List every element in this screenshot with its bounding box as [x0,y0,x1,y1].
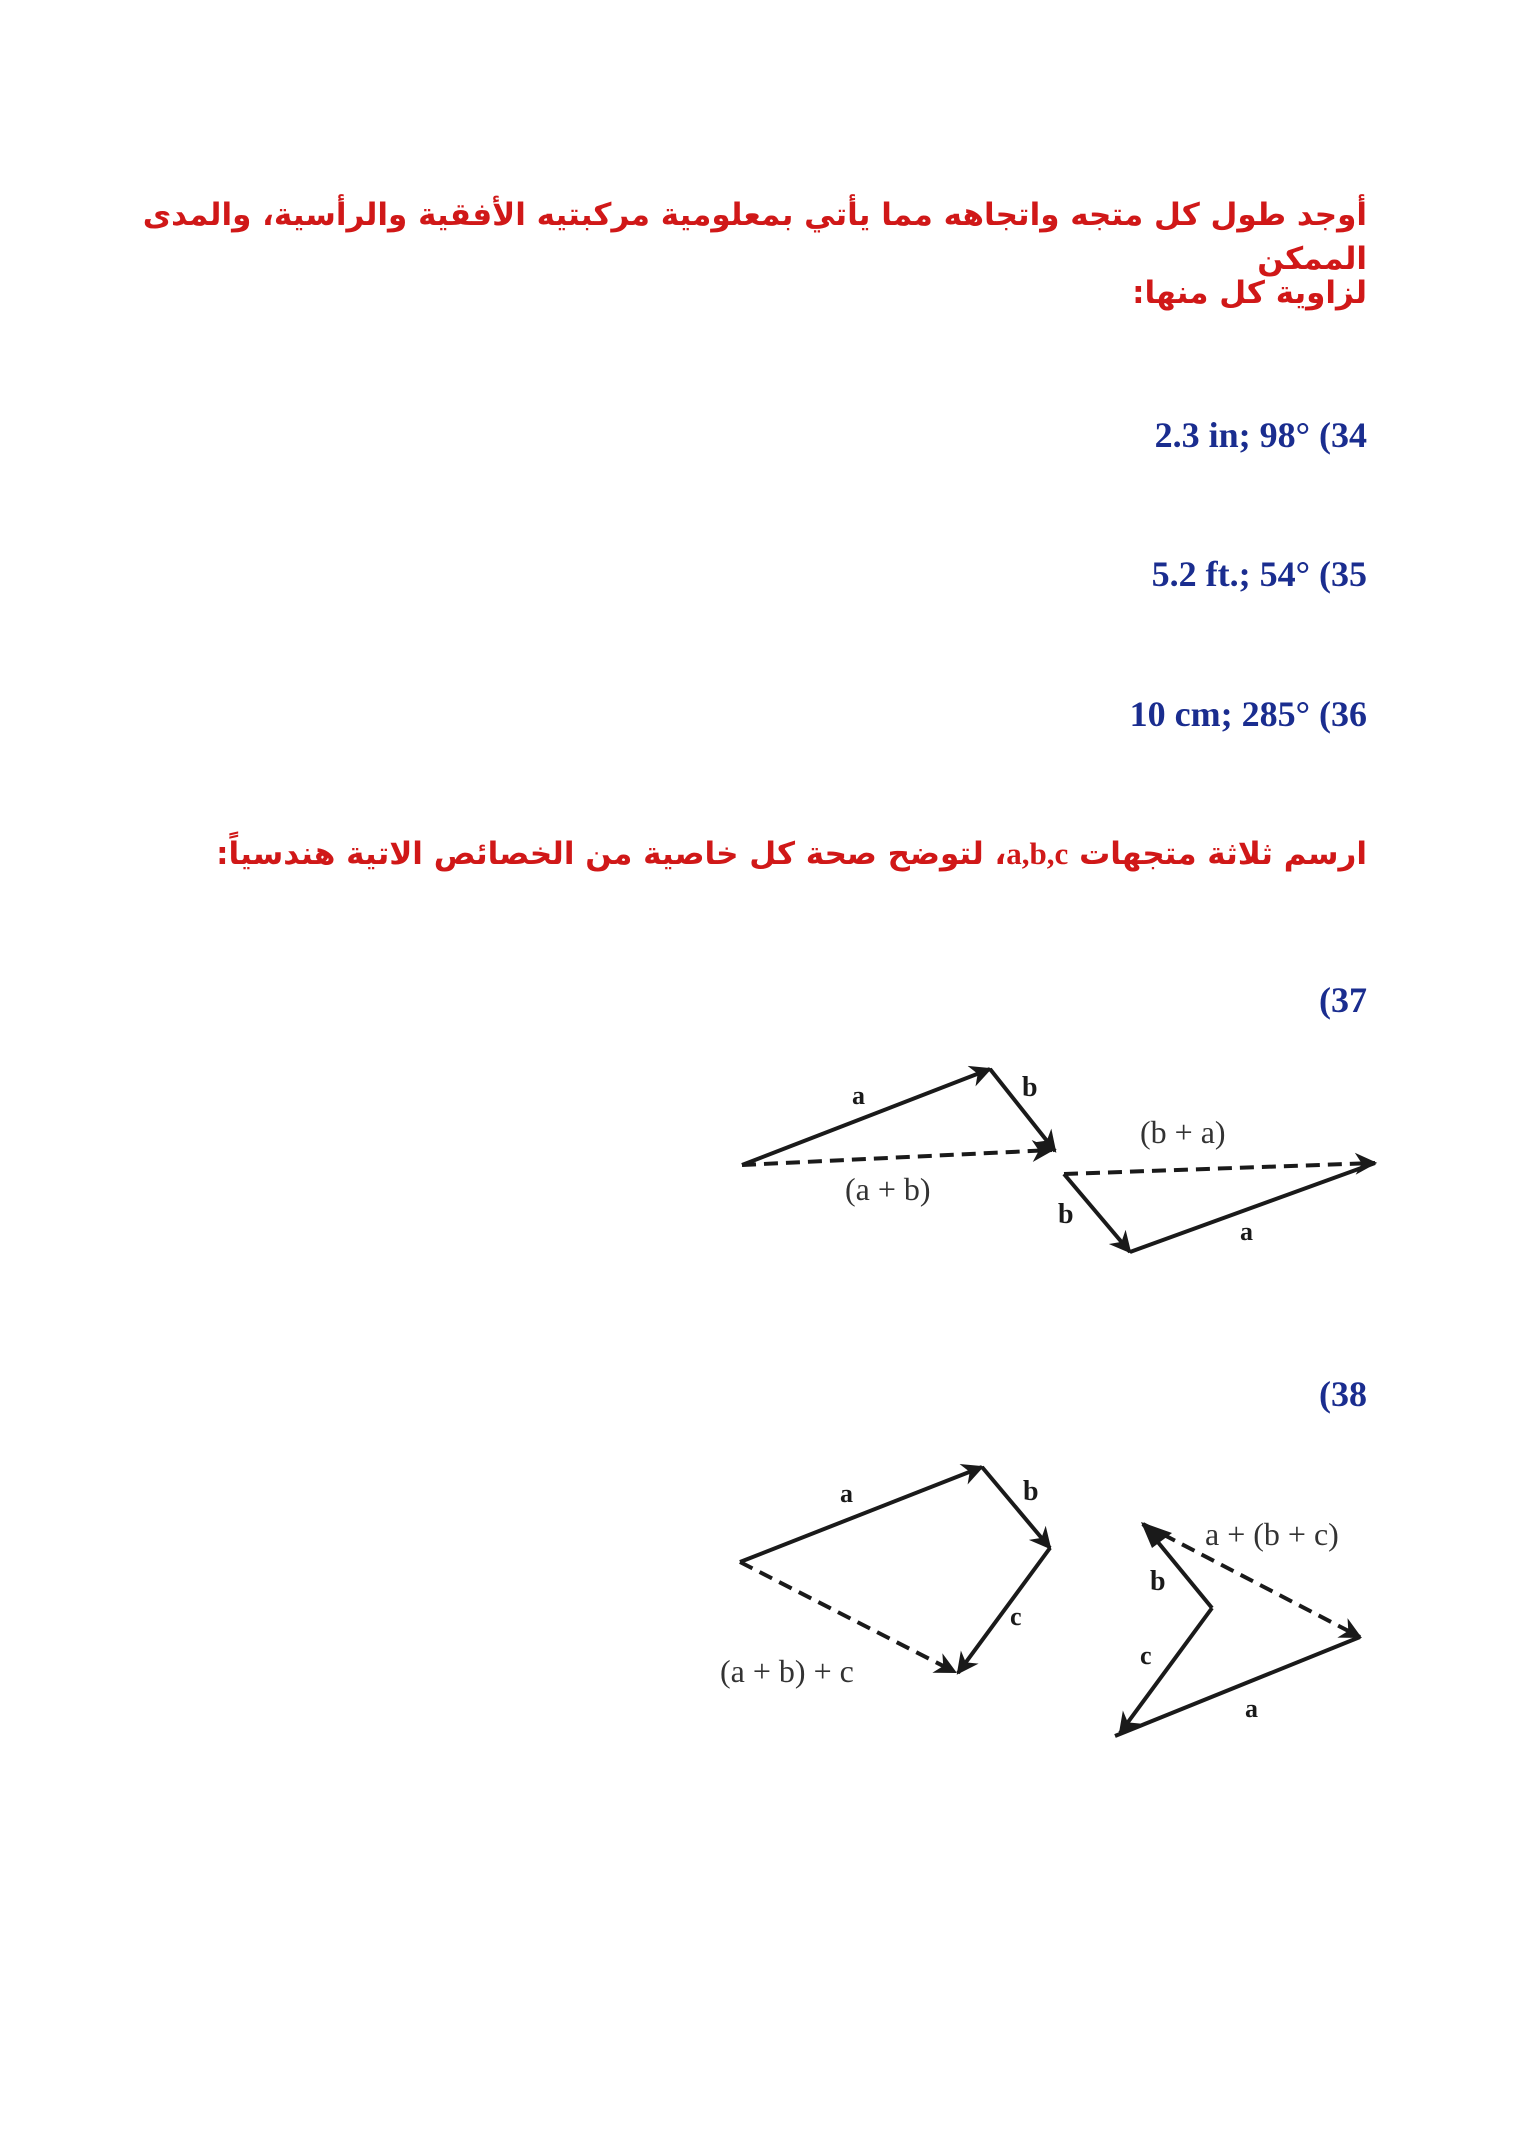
fig38-right-start-arrowhead [1141,1522,1172,1548]
instruction-2-suffix: ، لتوضح صحة كل خاصية من الخصائص الاتية هندسياً: [216,836,1007,872]
fig37-right-label-a: a [1240,1217,1253,1246]
fig38-left-label-b: b [1023,1476,1039,1507]
fig37-right-label-b: b [1058,1199,1074,1230]
fig37-left-vector-a [742,1069,990,1165]
fig38-right-label-b: b [1150,1566,1166,1597]
fig37-right-vector-sum [1064,1163,1375,1174]
fig38-left-vector-c [958,1548,1050,1673]
fig38-left-label-a: a [840,1479,853,1508]
fig37-left-label-sum: (a + b) [845,1171,931,1207]
instruction-1-line-1: أوجد طول كل متجه واتجاهه مما يأتي بمعلومية مركبتيه الأفقية والرأسية، والمدى الممكن [142,197,1367,277]
figure-38-number: (38 [1319,1374,1367,1414]
figure-37-number: (37 [1319,980,1367,1020]
fig37-left-vector-sum [742,1150,1052,1165]
instruction-2-vectors: a,b,c [1006,836,1069,871]
fig37-left-label-a: a [852,1081,865,1110]
instruction-1-line-2: لزاوية كل منها: [1132,275,1367,311]
problem-36: 10 cm; 285° (36 [1129,694,1367,734]
fig38-left-vector-b [982,1467,1050,1548]
fig38-left-vector-a [740,1467,982,1562]
problem-34: 2.3 in; 98° (34 [1154,415,1367,455]
fig38-left-label-sum: (a + b) + c [720,1653,854,1689]
instruction-2-prefix: ارسم ثلاثة متجهات [1068,836,1367,872]
fig38-left-label-c: c [1010,1602,1022,1631]
fig38-right-label-c: c [1140,1641,1152,1670]
fig38-right-label-sum: a + (b + c) [1205,1516,1339,1552]
fig37-right-vector-b [1064,1174,1130,1252]
fig37-right-label-sum: (b + a) [1140,1114,1226,1150]
fig37-left-label-b: b [1022,1072,1038,1103]
problem-35: 5.2 ft.; 54° (35 [1151,554,1367,594]
fig38-right-label-a: a [1245,1694,1258,1723]
